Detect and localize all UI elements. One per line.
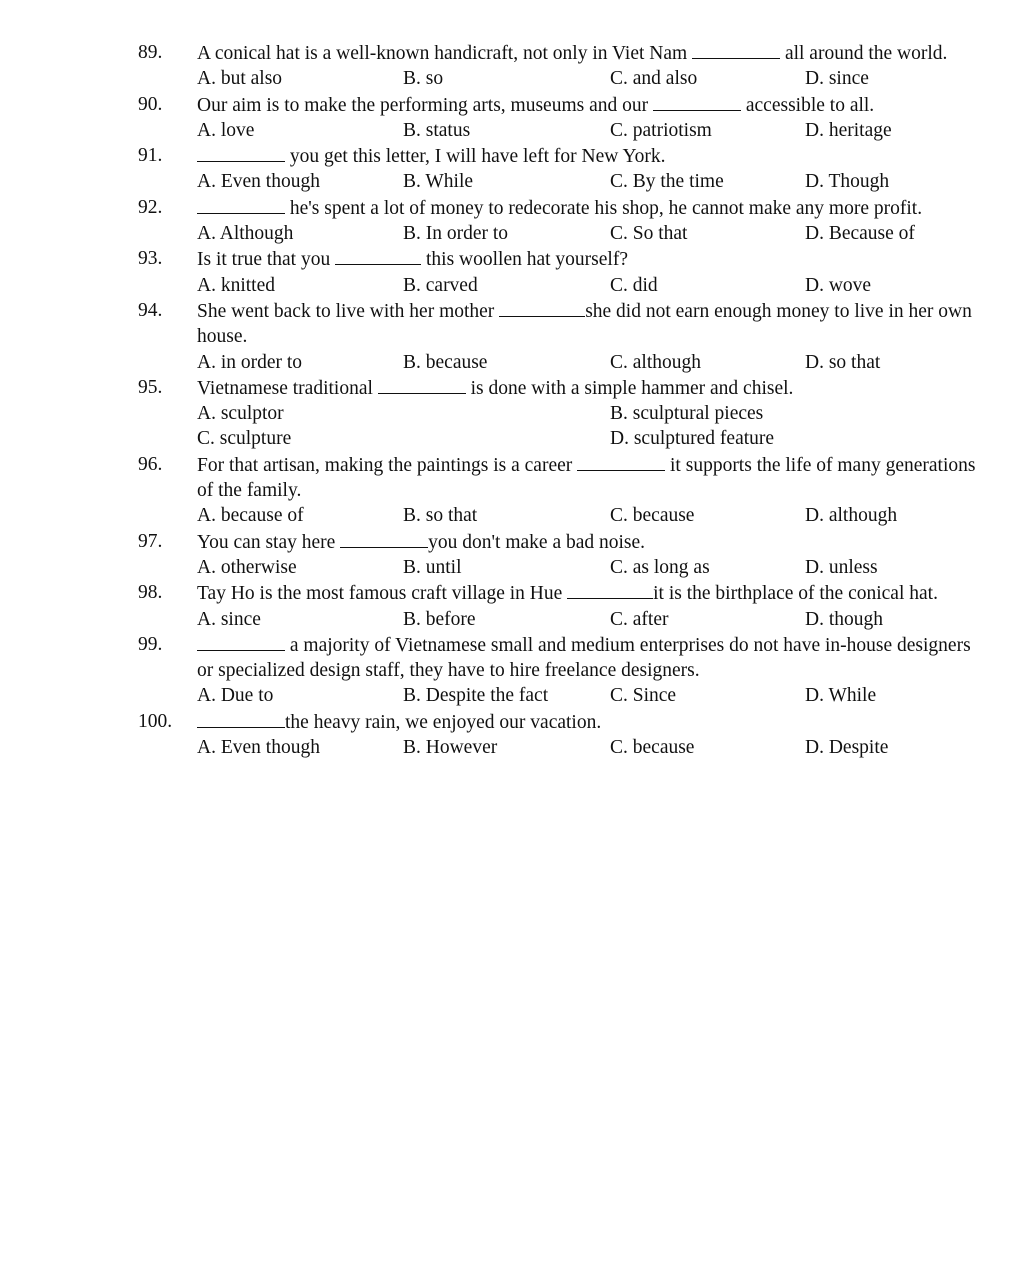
question-stem <box>197 375 989 401</box>
question-stem <box>197 195 989 221</box>
option-a[interactable]: A. but also <box>197 68 283 90</box>
question-96 <box>0 452 1024 529</box>
option-c[interactable]: C. because <box>610 505 695 527</box>
option-a[interactable]: A. because of <box>197 505 304 527</box>
question-number: 100. <box>138 710 173 732</box>
option-d[interactable]: D. While <box>805 685 877 707</box>
question-93 <box>0 246 1024 298</box>
question-89 <box>0 40 1024 92</box>
question-99 <box>0 632 1024 709</box>
options-row <box>197 735 1024 760</box>
question-number: 94. <box>138 299 163 321</box>
option-d[interactable]: D. sculptured feature <box>610 428 775 450</box>
stem-text-after: you don't make a bad noise. <box>428 531 646 553</box>
stem-text-before: For that artisan, making the paintings is a career <box>197 454 573 476</box>
option-d[interactable]: D. heritage <box>805 119 892 141</box>
option-d[interactable]: D. Because of <box>805 223 915 245</box>
option-c[interactable]: C. after <box>610 608 669 630</box>
answer-blank <box>378 375 466 394</box>
options-row <box>197 607 1024 632</box>
question-number: 92. <box>138 196 163 218</box>
option-b[interactable]: B. Despite the fact <box>403 685 549 707</box>
stem-text-after: she did not earn enough money to live in her own house. <box>197 300 972 348</box>
question-stem <box>197 452 989 504</box>
stem-text-after: all around the world. <box>784 43 948 64</box>
stem-text-before: Our aim is to make the performing arts, museums and our <box>197 94 649 116</box>
stem-text-after: is done with a simple hammer and chisel. <box>470 377 794 399</box>
option-c[interactable]: C. patriotism <box>610 119 712 141</box>
stem-text-after: he's spent a lot of money to redecorate his shop, he cannot make any more profit. <box>289 197 923 219</box>
stem-text-before: She went back to live with her mother <box>197 300 495 322</box>
question-number: 99. <box>138 633 163 655</box>
question-91 <box>0 143 1024 195</box>
option-d[interactable]: D. though <box>805 608 883 630</box>
stem-text-after: it supports the life of many generations of the family. <box>197 454 976 502</box>
option-a[interactable]: A. love <box>197 119 255 141</box>
answer-blank <box>692 40 780 59</box>
question-stem <box>197 40 989 66</box>
option-c[interactable]: C. did <box>610 274 658 296</box>
answer-blank <box>577 452 665 471</box>
option-a[interactable]: A. in order to <box>197 351 303 373</box>
option-a[interactable]: A. otherwise <box>197 556 297 578</box>
option-b[interactable]: B. status <box>403 119 471 141</box>
option-c[interactable]: C. By the time <box>610 171 724 193</box>
option-a[interactable]: A. knitted <box>197 274 275 296</box>
question-number: 93. <box>138 248 163 270</box>
question-98 <box>0 580 1024 632</box>
question-number: 91. <box>138 145 163 167</box>
answer-blank <box>653 92 741 111</box>
question-97 <box>0 529 1024 581</box>
stem-text-after: a majority of Vietnamese small and medium enterprises do not have in-house designers or specialized design staff, they have to hire freelance designers. <box>197 634 971 682</box>
option-b[interactable]: B. until <box>403 556 462 578</box>
question-stem <box>197 580 989 606</box>
question-number: 90. <box>138 93 163 115</box>
question-number: 95. <box>138 376 163 398</box>
question-stem <box>197 709 989 735</box>
question-number: 97. <box>138 530 163 552</box>
options-row <box>197 169 1024 194</box>
question-stem <box>197 246 989 272</box>
option-b[interactable]: B. However <box>403 737 498 759</box>
option-c[interactable]: C. because <box>610 737 695 759</box>
answer-blank <box>197 143 285 162</box>
stem-text-before: You can stay here <box>197 531 336 553</box>
option-d[interactable]: D. Though <box>805 171 890 193</box>
option-b[interactable]: B. sculptural pieces <box>610 403 764 425</box>
options-grid <box>197 401 1024 452</box>
stem-text-after: the heavy rain, we enjoyed our vacation. <box>285 711 602 733</box>
option-c[interactable]: C. Since <box>610 685 677 707</box>
option-a[interactable]: A. sculptor <box>197 403 284 425</box>
question-100 <box>0 709 1024 761</box>
question-92 <box>0 195 1024 247</box>
option-a[interactable]: A. Even though <box>197 737 320 759</box>
question-95 <box>0 375 1024 452</box>
stem-text-before: A conical hat is a well-known handicraft, not only in Viet Nam <box>197 43 688 64</box>
option-d[interactable]: D. wove <box>805 274 872 296</box>
option-d[interactable]: D. so that <box>805 351 881 373</box>
options-row <box>197 555 1024 580</box>
stem-text-after: it is the birthplace of the conical hat. <box>653 583 938 605</box>
answer-blank <box>340 529 428 548</box>
options-row <box>197 503 1024 528</box>
option-d[interactable]: D. although <box>805 505 898 527</box>
question-94 <box>0 298 1024 375</box>
option-a[interactable]: A. since <box>197 608 261 630</box>
option-c[interactable]: C. although <box>610 351 701 373</box>
option-d[interactable]: D. Despite <box>805 737 889 759</box>
stem-text-after: accessible to all. <box>745 94 875 116</box>
options-row <box>197 221 1024 246</box>
question-stem <box>197 92 989 118</box>
option-d[interactable]: D. since <box>805 68 869 90</box>
options-row <box>197 350 1024 375</box>
answer-blank <box>197 632 285 651</box>
answer-blank <box>335 246 421 265</box>
options-row <box>197 118 1024 143</box>
option-c[interactable]: C. So that <box>610 223 688 245</box>
stem-text-before: Vietnamese traditional <box>197 377 373 399</box>
question-stem <box>197 143 989 169</box>
question-stem <box>197 529 989 555</box>
answer-blank <box>197 709 285 728</box>
stem-text-after: you get this letter, I will have left for New York. <box>289 146 666 168</box>
answer-blank <box>499 298 585 317</box>
question-number: 89. <box>138 42 163 63</box>
question-stem <box>197 298 989 350</box>
option-a[interactable]: A. Due to <box>197 685 274 707</box>
question-90 <box>0 92 1024 144</box>
option-a[interactable]: A. Although <box>197 223 294 245</box>
option-d[interactable]: D. unless <box>805 556 878 578</box>
option-b[interactable]: B. carved <box>403 274 478 296</box>
stem-text-after: this woollen hat yourself? <box>425 249 628 271</box>
options-row <box>197 273 1024 298</box>
stem-text-before: Tay Ho is the most famous craft village in Hue <box>197 583 563 605</box>
option-b[interactable]: B. before <box>403 608 476 630</box>
option-b[interactable]: B. so that <box>403 505 478 527</box>
options-row <box>197 66 1024 91</box>
option-b[interactable]: B. because <box>403 351 488 373</box>
question-stem <box>197 632 989 684</box>
option-b[interactable]: B. While <box>403 171 474 193</box>
options-row <box>197 683 1024 708</box>
option-c[interactable]: C. as long as <box>610 556 710 578</box>
option-b[interactable]: B. In order to <box>403 223 509 245</box>
answer-blank <box>567 580 653 599</box>
answer-blank <box>197 195 285 214</box>
question-number: 96. <box>138 453 163 475</box>
stem-text-before: Is it true that you <box>197 249 331 271</box>
option-b[interactable]: B. so <box>403 68 444 90</box>
question-number: 98. <box>138 582 163 604</box>
option-c[interactable]: C. and also <box>610 68 698 90</box>
question-list <box>0 40 1024 760</box>
option-a[interactable]: A. Even though <box>197 171 320 193</box>
option-c[interactable]: C. sculpture <box>197 428 292 450</box>
